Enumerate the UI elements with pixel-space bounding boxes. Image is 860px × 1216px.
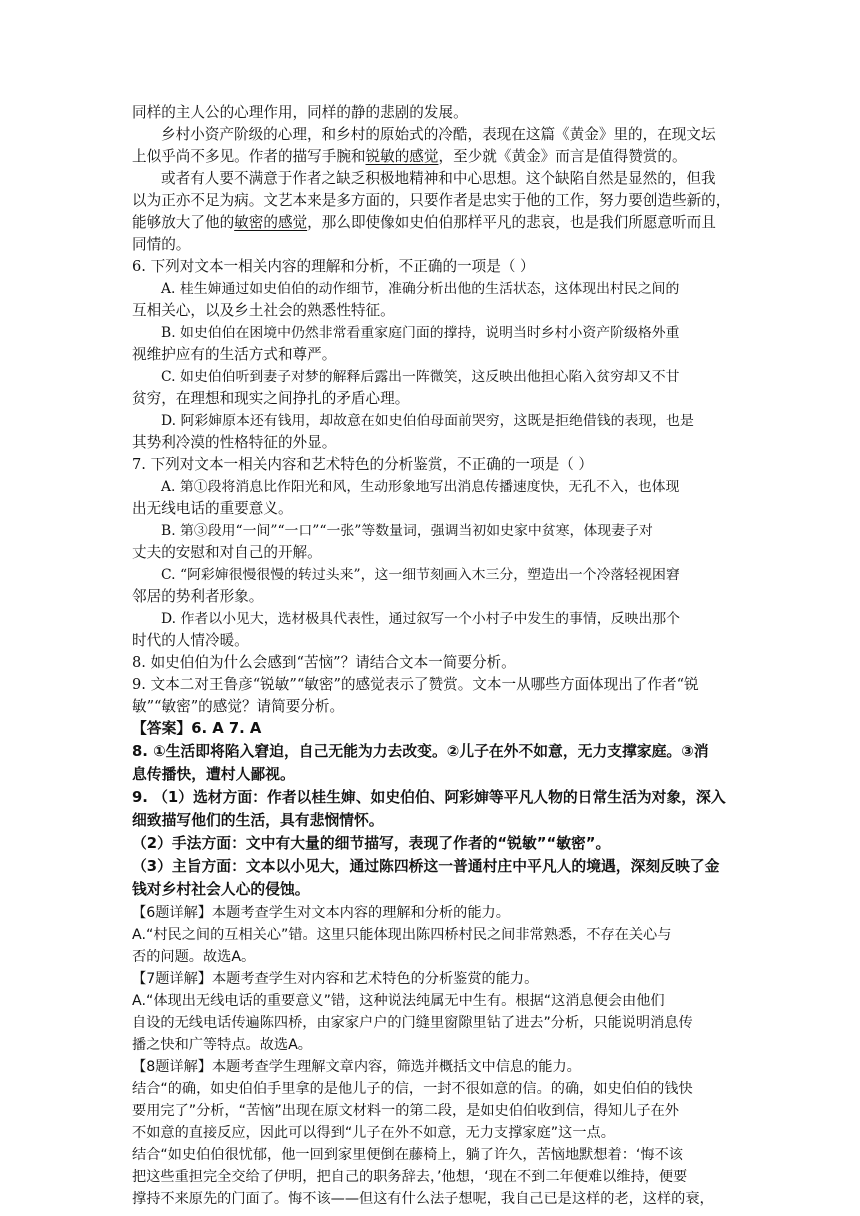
passage-text: 能够放大了他的 bbox=[132, 214, 235, 231]
q7-option-a: A. 第①段将消息比作阳光和风，生动形象地写出消息传播速度快，无孔不入，也体现 bbox=[161, 479, 680, 495]
q6-option-d: D. 阿彩婶原本还有钱用，却故意在如史伯伯母面前哭穷，这既是拒绝借钱的表现，也是 bbox=[161, 413, 694, 429]
explain-7-cont: 播之快和广等特点。故选A。 bbox=[132, 1037, 312, 1053]
question-9-cont: 敏”“敏密”的感觉？请简要分析。 bbox=[132, 698, 345, 715]
explain-6: A.“村民之间的互相关心”错。这里只能体现出陈四桥村民之间非常熟悉，不存在关心与 bbox=[132, 927, 672, 943]
question-7-stem: 7. 下列对文本一相关内容和艺术特色的分析鉴赏，不正确的一项是（ ） bbox=[132, 456, 594, 473]
passage-text: 上似乎尚不多见。作者的描写手腕和 bbox=[132, 148, 366, 165]
answer-9-cont: 细致描写他们的生活，具有悲悯情怀。 bbox=[132, 812, 384, 829]
answer-8-cont: 息传播快，遭村人鄙视。 bbox=[132, 766, 295, 783]
underlined-phrase: 锐敏的感觉 bbox=[365, 148, 439, 165]
explain-8-cont: 不如意的直接反应，因此可以得到“儿子在外不如意，无力支撑家庭”这一点。 bbox=[132, 1125, 615, 1141]
answer-9-3: （3）主旨方面：文本以小见大，通过陈四桥这一普通村庄中平凡人的境遇，深刻反映了金 bbox=[132, 858, 720, 875]
explain-7: A.“体现出无线电话的重要意义”错，这种说法纯属无中生有。根据“这消息便会由他们 bbox=[132, 993, 665, 1009]
answer-9-2: （2）手法方面：文中有大量的细节描写，表现了作者的“锐敏”“敏密”。 bbox=[132, 835, 611, 852]
passage-text: ，那么即使像如史伯伯那样平凡的悲哀，也是我们所愿意听而且 bbox=[307, 214, 716, 231]
q7-option-c: C. “阿彩婶很慢很慢的转过头来”，这一细节刻画入木三分，塑造出一个冷落轻视困窘 bbox=[161, 567, 680, 583]
underlined-phrase: 敏密的感觉 bbox=[234, 214, 308, 231]
passage-text: ，至少就《黄金》而言是值得赞赏的。 bbox=[438, 148, 687, 165]
question-6-stem: 6. 下列对文本一相关内容的理解和分析，不正确的一项是（ ） bbox=[132, 258, 535, 275]
explain-8: 结合“的确，如史伯伯手里拿的是他儿子的信，一封不很如意的信。的确，如史伯伯的钱快 bbox=[132, 1081, 693, 1097]
q7-option-c-cont: 邻居的势利者形象。 bbox=[132, 588, 264, 605]
q6-option-b-cont: 视维护应有的生活方式和尊严。 bbox=[132, 346, 337, 363]
passage-line: 同样的主人公的心理作用，同样的静的悲剧的发展。 bbox=[132, 104, 468, 121]
answer-9-3-cont: 钱对乡村社会人心的侵蚀。 bbox=[132, 881, 310, 898]
explain-8-cont: 结合“如史伯伯很忧郁，他一回到家里便倒在藤椅上，躺了许久，苦恼地默想着：‘悔不该 bbox=[132, 1147, 683, 1163]
explain-8-cont: 要用完了”分析，“苦恼”出现在原文材料一的第二段，是如史伯伯收到信，得知儿子在外 bbox=[132, 1103, 679, 1119]
explain-7-cont: 自设的无线电话传遍陈四桥，由家家户户的门缝里窗隙里钻了进去”分析，只能说明消息传 bbox=[132, 1015, 693, 1031]
passage-line: 乡村小资产阶级的心理，和乡村的原始式的冷酷，表现在这篇《黄金》里的，在现文坛 bbox=[161, 126, 716, 143]
passage-line: 以为正亦不足为病。文艺本来是多方面的，只要作者是忠实于他的工作，努力要创造些新的， bbox=[132, 192, 731, 209]
q7-option-a-cont: 出无线电话的重要意义。 bbox=[132, 500, 293, 517]
explain-8-cont: 撑持不来原先的门面了。悔不该——但这有什么法子想呢，我自己已是这样的老，这样的衰， bbox=[132, 1191, 714, 1207]
q6-option-c-cont: 贫穷，在理想和现实之间挣扎的矛盾心理。 bbox=[132, 390, 410, 407]
q7-option-b-cont: 丈夫的安慰和对自己的开解。 bbox=[132, 544, 322, 561]
q6-option-a: A. 桂生婶通过如史伯伯的动作细节，准确分析出他的生活状态，这体现出村民之间的 bbox=[161, 281, 680, 297]
explain-6-cont: 否的问题。故选A。 bbox=[132, 949, 256, 965]
question-9: 9. 文本二对王鲁彦“锐敏”“敏密”的感觉表示了赞赏。文本一从哪些方面体现出了作者“锐 bbox=[132, 676, 699, 693]
explain-8-heading: 【8题详解】本题考查学生理解文章内容，筛选并概括文中信息的能力。 bbox=[132, 1059, 581, 1075]
passage-line bbox=[132, 146, 732, 168]
answer-8: 8. ①生活即将陷入窘迫，自己无能为力去改变。②儿子在外不如意，无力支撑家庭。③消 bbox=[132, 743, 709, 760]
q6-option-d-cont: 其势利冷漠的性格特征的外显。 bbox=[132, 434, 337, 451]
explain-6-heading: 【6题详解】本题考查学生对文本内容的理解和分析的能力。 bbox=[132, 905, 510, 921]
q6-option-c: C. 如史伯伯听到妻子对梦的解释后露出一阵微笑，这反映出他担心陷入贫穷却又不甘 bbox=[161, 369, 680, 385]
q7-option-d: D. 作者以小见大，选材极具代表性，通过叙写一个小村子中发生的事情，反映出那个 bbox=[161, 611, 680, 627]
q7-option-d-cont: 时代的人情冷暖。 bbox=[132, 632, 249, 649]
explain-7-heading: 【7题详解】本题考查学生对内容和艺术特色的分析鉴赏的能力。 bbox=[132, 971, 539, 987]
q7-option-b: B. 第③段用“一间”“一口”“一张”等数量词，强调当初如史家中贫寒，体现妻子对 bbox=[161, 523, 653, 539]
q6-option-a-cont: 互相关心，以及乡土社会的熟悉性特征。 bbox=[132, 302, 395, 319]
q6-option-b: B. 如史伯伯在困境中仍然非常看重家庭门面的撑持，说明当时乡村小资产阶级格外重 bbox=[161, 325, 680, 341]
explain-8-cont: 把这些重担完全交给了伊明，把自己的职务辞去，’他想，‘现在不到二年便难以维持，便要 bbox=[132, 1169, 688, 1185]
passage-line: 或者有人要不满意于作者之缺乏积极地精神和中心思想。这个缺陷自然是显然的，但我 bbox=[161, 170, 716, 187]
passage-line bbox=[132, 212, 732, 234]
answer-9: 9. （1）选材方面：作者以桂生婶、如史伯伯、阿彩婶等平凡人物的日常生活为对象，深入 bbox=[132, 789, 726, 806]
question-8: 8. 如史伯伯为什么会感到“苦恼”？请结合文本一简要分析。 bbox=[132, 654, 516, 671]
answer-heading: 【答案】6. A 7. A bbox=[132, 720, 262, 737]
passage-line: 同情的。 bbox=[132, 236, 191, 253]
